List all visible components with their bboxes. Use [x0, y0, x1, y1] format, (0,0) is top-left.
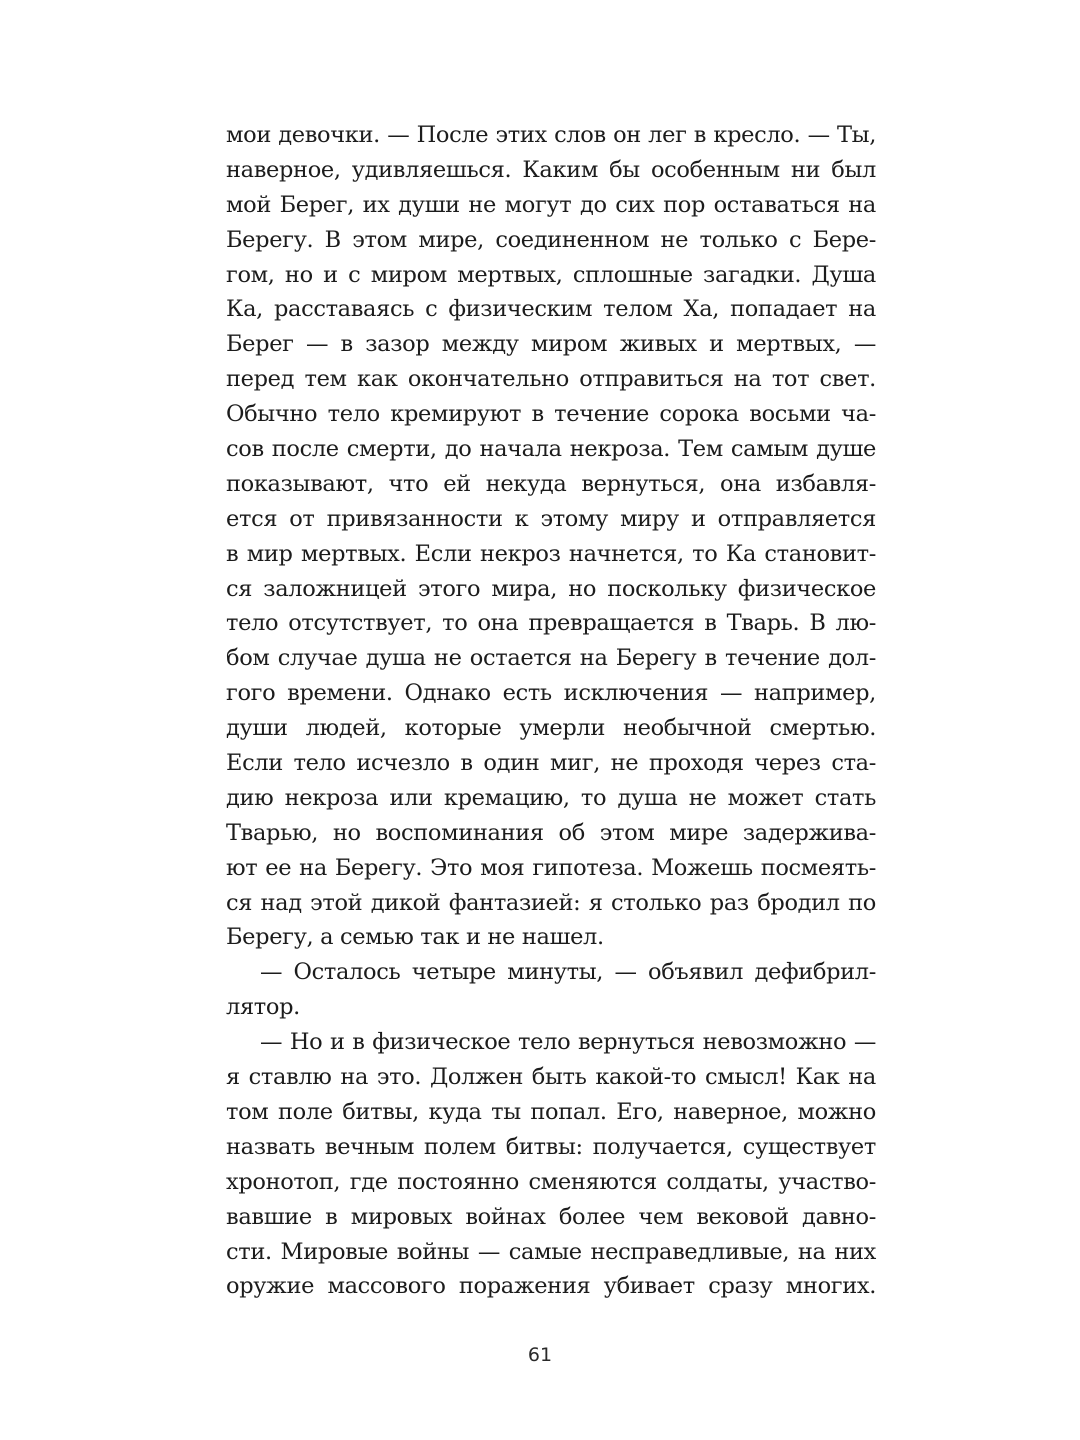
- text-line: души людей, которые умерли необычной смертью.: [226, 715, 876, 742]
- text-line: назвать вечным полем битвы: получается, существует: [226, 1133, 876, 1160]
- text-line: — Но и в физическое тело вернуться невозможно —: [260, 1029, 876, 1056]
- text-line: бом случае душа не остается на Берегу в течение дол-: [226, 645, 876, 672]
- text-line: сти. Мировые войны — самые несправедливые, на них: [226, 1238, 876, 1265]
- text-line: в мир мертвых. Если некроз начнется, то Ка становит-: [226, 540, 876, 567]
- page-text-block: [226, 118, 876, 1304]
- text-line: гом, но и с миром мертвых, сплошные загадки. Душа: [226, 261, 876, 288]
- text-line: ся над этой дикой фантазией: я столько раз бродил по: [226, 889, 876, 916]
- page-number: 61: [527, 1344, 553, 1366]
- text-line: ся заложницей этого мира, но поскольку физическое: [226, 575, 876, 602]
- text-line: Если тело исчезло в один миг, не проходя через ста-: [226, 750, 876, 777]
- text-line: ют ее на Берегу. Это моя гипотеза. Можешь посмеять-: [226, 854, 876, 881]
- text-line: мой Берег, их души не могут до сих пор оставаться на: [226, 191, 876, 218]
- text-line: перед тем как окончательно отправиться на тот свет.: [226, 366, 876, 393]
- text-line: Тварью, но воспоминания об этом мире задержива-: [226, 819, 876, 846]
- text-line: Обычно тело кремируют в течение сорока восьми ча-: [226, 401, 876, 428]
- text-line: вавшие в мировых войнах более чем вековой давно-: [226, 1203, 876, 1230]
- text-line: — Осталось четыре минуты, — объявил дефибрил-: [260, 959, 876, 986]
- text-line: Берег — в зазор между миром живых и мертвых, —: [226, 331, 876, 358]
- text-line: наверное, удивляешься. Каким бы особенным ни был: [226, 156, 876, 183]
- paragraph-1: [226, 118, 876, 955]
- text-line: Берегу, а семью так и не нашел.: [226, 924, 604, 951]
- text-line: сов после смерти, до начала некроза. Тем самым душе: [226, 436, 876, 463]
- text-line: я ставлю на это. Должен быть какой-то смысл! Как на: [226, 1064, 876, 1091]
- text-line: ется от привязанности к этому миру и отправляется: [226, 505, 876, 532]
- text-line: дию некроза или кремацию, то душа не может стать: [226, 784, 876, 811]
- text-line: мои девочки. — После этих слов он лег в кресло. — Ты,: [226, 122, 876, 148]
- text-line: показывают, что ей некуда вернуться, она избавля-: [226, 470, 876, 497]
- text-line: тело отсутствует, то она превращается в Тварь. В лю-: [226, 610, 876, 637]
- text-line: Берегу. В этом мире, соединенном не только с Бере-: [226, 226, 876, 253]
- text-line: хронотоп, где постоянно сменяются солдаты, участво-: [226, 1168, 876, 1195]
- text-line: том поле битвы, куда ты попал. Его, наверное, можно: [226, 1098, 876, 1125]
- text-line: гого времени. Однако есть исключения — например,: [226, 680, 876, 707]
- text-line: лятор.: [226, 994, 300, 1021]
- paragraph-2: [226, 955, 876, 1025]
- text-line: оружие массового поражения убивает сразу многих.: [226, 1273, 876, 1300]
- paragraph-3: [226, 1025, 876, 1304]
- text-line: Ка, расставаясь с физическим телом Ха, попадает на: [226, 296, 876, 323]
